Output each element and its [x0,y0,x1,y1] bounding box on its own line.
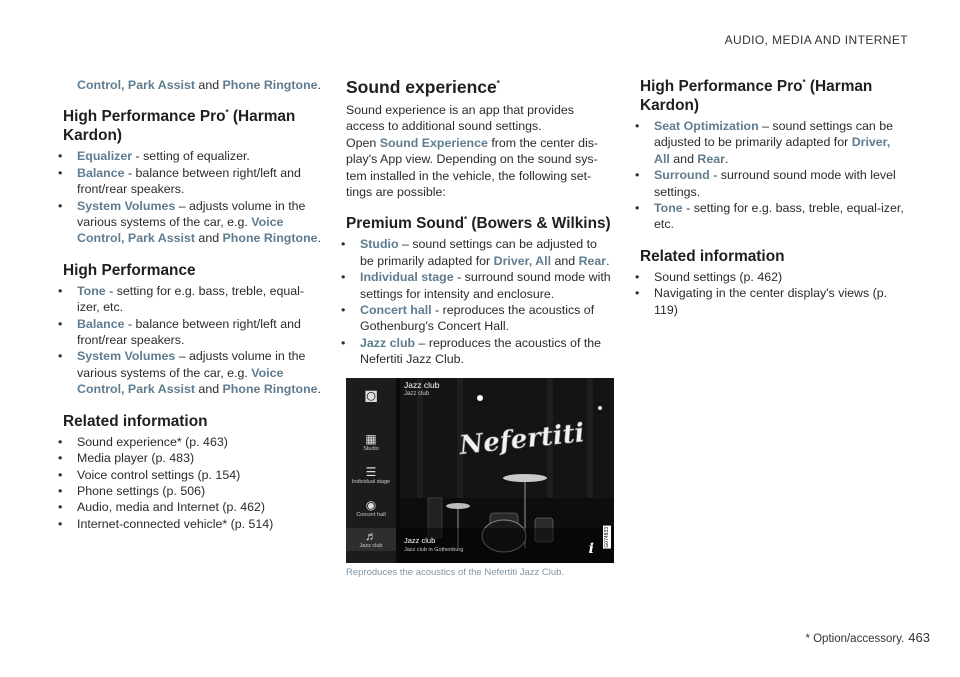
app-menu-sidebar [346,378,396,563]
list-item: • Individual stage - surround sound mode with settings for intensity and enclosure. [346,269,614,302]
menu-item-jazz-club[interactable]: ♬ Jazz club [346,528,396,551]
speaker-icon[interactable]: ◙ [364,384,378,407]
figure-caption: Reproduces the acoustics of the Nefertiti Jazz Club. [346,566,565,578]
list-item: • System Volumes – adjusts volume in the various systems of the car, e.g. Voice Control, Park Assist and Phone Ringtone. [63,198,325,247]
list-item: • Surround - surround sound mode with level settings. [640,167,908,200]
jazz-club-screen-figure [346,378,614,563]
list-item: • Concert hall - reproduces the acoustics of Gothenburg's Concert Hall. [346,302,614,335]
column-right [640,77,908,318]
list-item: • Equalizer - setting of equalizer. [63,148,325,164]
figure-code: G074833 [604,527,610,548]
heading-premium-sound: Premium Sound* (Bowers & Wilkins) [346,215,611,233]
stage-light [598,406,602,410]
premium-sound-list [346,236,614,367]
cymbal [446,503,470,509]
menu-item-concert-hall[interactable]: ◉ Concert hall [346,499,396,518]
related-link[interactable]: • Navigating in the center display's views (p. 119) [640,285,908,318]
menu-item-individual-stage[interactable]: ☰ Individual stage [346,466,396,485]
screen-title: Jazz club [404,379,440,390]
heading-high-performance-pro: High Performance Pro* (Harman Kardon) [63,108,296,145]
high-performance-list [63,283,325,398]
heading-high-performance-pro: High Performance Pro* (Harman Kardon) [640,77,873,114]
individual-stage-icon: ☰ [365,464,377,479]
related-link[interactable]: • Audio, media and Internet (p. 462) [63,499,325,515]
page-footer [805,630,930,645]
list-item: • Seat Optimization – sound settings can be adjusted to be primarily adapted for Driver, All and Rear. [640,118,908,167]
cymbal [503,474,547,482]
lead-text: Sound experience is an app that provides access to additional sound settings. [346,103,575,134]
column-left [63,77,325,532]
column-middle [346,77,614,578]
related-link[interactable]: • Sound experience* (p. 463) [63,434,325,450]
jazz-club-icon: ♬ [365,528,377,543]
page-number: 463 [908,630,930,645]
heading-high-performance: High Performance [63,261,196,279]
open-text: Open Sound Experience from the center dis-play's App view. Depending on the sound sys-tem installed in the vehicle, the following set-tings are possible: [346,135,599,200]
mode-description: Jazz club in Gothenburg [404,546,464,553]
studio-icon: ▦ [365,431,377,446]
footnote: * Option/accessory. [805,633,905,645]
high-performance-pro-list [63,148,325,246]
related-link[interactable]: • Internet-connected vehicle* (p. 514) [63,516,325,532]
concert-hall-icon: ◉ [365,497,377,512]
mode-title: Jazz club [404,535,436,545]
list-item: • Balance - balance between right/left and front/rear speakers. [63,316,325,349]
heading-related-information: Related information [63,412,208,430]
list-item: • Tone - setting for e.g. bass, treble, equal-izer, etc. [63,283,325,316]
stage-light [477,395,483,401]
list-item: • System Volumes – adjusts volume in the various systems of the car, e.g. Voice Control, Park Assist and Phone Ringtone. [63,348,325,397]
nefertiti-sign: Nefertiti [458,417,586,461]
related-list [63,434,325,532]
continued-text: Control, Park Assist and Phone Ringtone. [77,78,321,92]
related-link[interactable]: • Phone settings (p. 506) [63,483,325,499]
list-item: • Tone - setting for e.g. bass, treble, equal-izer, etc. [640,200,908,233]
info-icon[interactable]: i [588,540,594,557]
list-item: • Balance - balance between right/left and front/rear speakers. [63,165,325,198]
heading-related-information: Related information [640,247,785,265]
list-item: • Jazz club – reproduces the acoustics of the Nefertiti Jazz Club. [346,335,614,368]
high-performance-pro-list [640,118,908,233]
related-link[interactable]: • Voice control settings (p. 154) [63,467,325,483]
related-list [640,269,908,318]
screen-subtitle: Jazz club [404,390,430,397]
page-title: Sound experience* [346,77,500,97]
running-header: AUDIO, MEDIA AND INTERNET [724,33,908,47]
list-item: • Studio – sound settings can be adjusted to be primarily adapted for Driver, All and Rear. [346,236,614,269]
related-link[interactable]: • Sound settings (p. 462) [640,269,908,285]
related-link[interactable]: • Media player (p. 483) [63,450,325,466]
menu-item-studio[interactable]: ▦ Studio [346,433,396,452]
